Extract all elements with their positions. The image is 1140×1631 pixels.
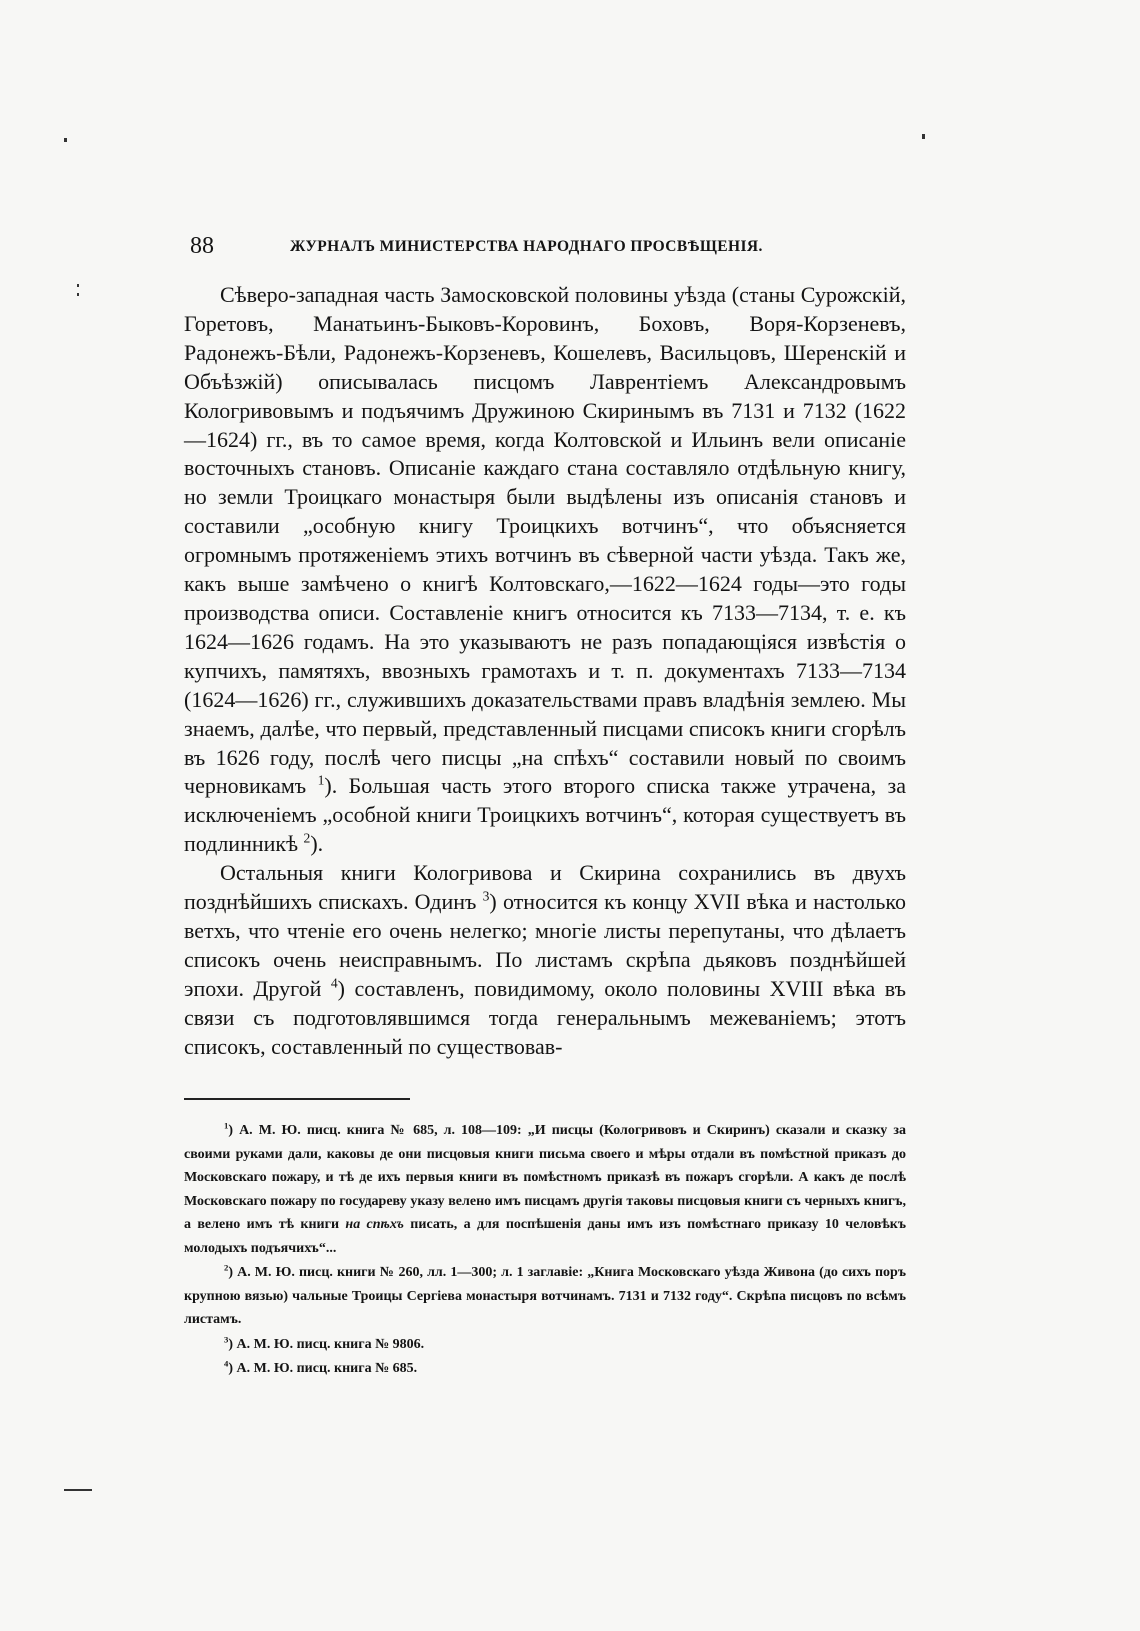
scan-speck — [64, 138, 67, 142]
footnote-italic: на спѣхъ — [345, 1217, 404, 1232]
text-run: ). — [310, 831, 324, 857]
footnote-text: ) А. М. Ю. писц. книга № 685, л. 108—109: „И писцы (Кологривовъ и Скиринъ) сказали и сказку за своими руками дали, каковы де они писцовыя книги письма своего и мѣры отдали въ помѣстной приказъ до Московскаго пожару, и тѣ де ихъ первыя книги въ помѣстномъ приказѣ въ пожаръ сгорѣли. А какъ де послѣ Московскаго пожару по государеву указу велено имъ писцамъ другія таковы писцовыя книги съ черныхъ книгъ, а велено имъ тѣ книги — [184, 1123, 906, 1232]
footnote — [184, 1333, 906, 1357]
footnote-mark: 4 — [224, 1358, 229, 1369]
scan-speck — [64, 1489, 92, 1491]
text-run: ). Большая часть этого второго списка также утрачена, за исключеніемъ „особной книги Троицкихъ вотчинъ“, которая существуетъ въ подлинникѣ — [184, 773, 906, 857]
scan-speck — [77, 293, 79, 296]
footnote — [184, 1357, 906, 1381]
text-run: ) относится къ концу XVII вѣка и настолько ветхъ, что чтеніе его очень нелегко; многіе листы перепутаны, что дѣлаетъ списокъ очень неисправнымъ. По листамъ скрѣпа дьяковъ позднѣйшей эпохи. Другой — [184, 889, 906, 1001]
footnote-ref[interactable]: 3 — [482, 888, 490, 904]
footnote-text: ) А. М. Ю. писц. книга № 9806. — [228, 1336, 425, 1352]
footnote-text: ) А. М. Ю. писц. книга № 685. — [228, 1361, 418, 1376]
scan-speck — [77, 284, 79, 287]
text-run: ) составленъ, повидимому, около половины XVIII вѣка въ связи съ подготовлявшимся тогда генеральнымъ межеваніемъ; этотъ списокъ, составленный по существовав- — [184, 975, 906, 1059]
footnote-text: ) А. М. Ю. писц. книги № 260, лл. 1—300; л. 1 заглавіе: „Книга Московскаго уѣзда Живона (до сихъ поръ крупною вязью) чальные Троицы Сергіева монастыря вотчинамъ. 7131 и 7132 году“. Скрѣпа писцовъ по всѣмъ листамъ. — [184, 1265, 906, 1327]
text-run: Остальныя книги Кологривова и Скирина сохранились въ двухъ позднѣйшихъ спискахъ. Одинъ — [184, 860, 906, 915]
footnote-ref[interactable]: 4 — [330, 975, 338, 991]
footnote — [184, 1119, 906, 1260]
footnote-mark: 3 — [224, 1333, 229, 1344]
footnote-divider — [184, 1098, 410, 1100]
paragraph — [184, 281, 906, 859]
paragraph — [184, 859, 906, 1061]
main-text — [184, 281, 906, 1061]
scan-speck — [922, 134, 925, 139]
running-head: ЖУРНАЛЪ МИНИСТЕРСТВА НАРОДНАГО ПРОСВѢЩЕНІЯ. — [290, 238, 763, 255]
text-run: Сѣверо-западная часть Замосковской половины уѣзда (станы Сурожскій, Горетовъ, Манатьинъ-Быковъ-Коровинъ, Боховъ, Воря-Корзеневъ, Радонежъ-Бѣли, Радонежъ-Корзеневъ, Кошелевъ, Васильцовъ, Шеренскій и Объѣзжій) описывалась писцомъ Лаврентіемъ Александровымъ Кологривовымъ и подъячимъ Дружиною Скиринымъ въ 7131 и 7132 (1622—1624) гг., въ то самое время, когда Колтовской и Ильинъ вели описаніе восточныхъ становъ. Описаніе каждаго стана составляло отдѣльную книгу, но земли Троицкаго монастыря были выдѣлены изъ описанія становъ и составили „особную книгу Троицкихъ вотчинъ“, что объясняется огромнымъ протяженіемъ этихъ вотчинъ въ сѣверной части уѣзда. Такъ же, какъ выше замѣчено о книгѣ Колтовскаго,—1622—1624 годы—это годы производства описи. Составленіе книгъ относится къ 7133—7134, т. е. къ 1624—1626 годамъ. На это указываютъ не разъ попадающіяся извѣстія о купчихъ, памятяхъ, ввозныхъ грамотахъ и т. п. документахъ 7133—7134 (1624—1626) гг., служившихъ доказательствами правъ владѣнія землею. Мы знаемъ, далѣе, что первый, представленный писцами списокъ книги сгорѣлъ въ 1626 году, послѣ чего писцы „на спѣхъ“ составили новый по своимъ черновикамъ — [184, 282, 906, 799]
footnote-ref[interactable]: 2 — [303, 830, 311, 846]
footnote-mark: 2 — [224, 1262, 229, 1273]
footnote-text: писать, а для поспѣшенія даны имъ изъ помѣстнаго приказу 10 человѣкъ молодыхъ подъячихъ“... — [184, 1217, 907, 1256]
footnotes — [184, 1119, 906, 1382]
footnote — [184, 1261, 906, 1332]
footnote-ref[interactable]: 1 — [317, 773, 325, 789]
page-header — [176, 231, 916, 261]
footnote-mark: 1 — [224, 1120, 229, 1131]
page-number: 88 — [190, 233, 214, 259]
